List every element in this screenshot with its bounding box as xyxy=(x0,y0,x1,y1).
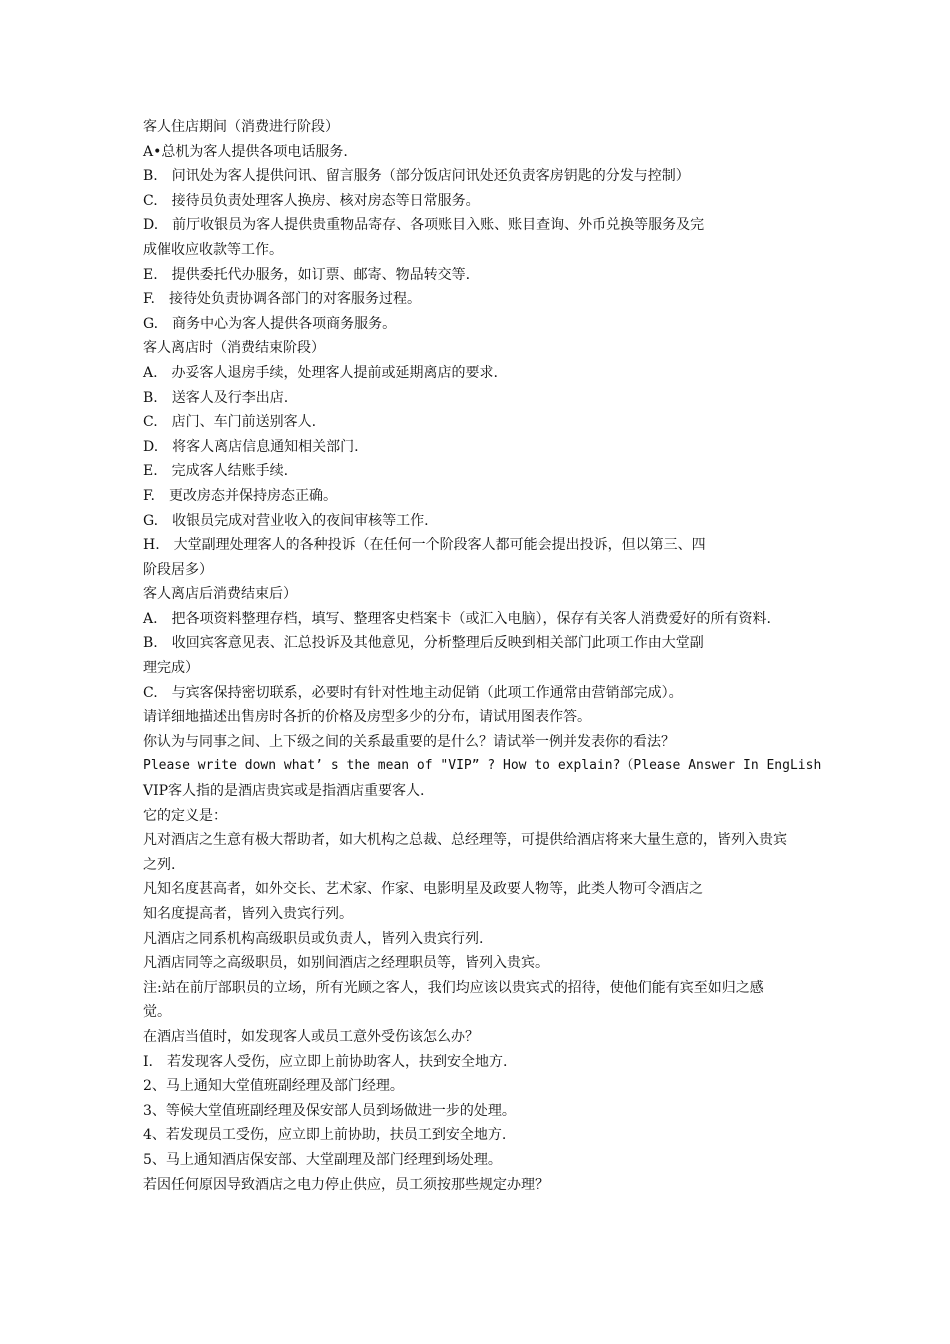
paragraph: VIP客人指的是酒店贵宾或是指酒店重要客人. xyxy=(143,783,425,800)
list-item: 2、马上通知大堂值班副经理及部门经理。 xyxy=(143,1078,404,1095)
list-item: 4、若发现员工受伤，应立即上前协助，扶员工到安全地方. xyxy=(143,1127,507,1144)
question-english: Please write down what’ s the mean of "VIP” ? How to explain?（Please Answer In EngLish xyxy=(143,758,822,774)
section-heading-after-checkout: 客人离店后消费结束后） xyxy=(143,586,297,603)
list-item: F. 更改房态并保持房态正确。 xyxy=(143,487,337,504)
list-item: C. 与宾客保持密切联系，必要时有针对性地主动促销（此项工作通常由营销部完成）。 xyxy=(143,684,683,701)
paragraph: 凡对酒店之生意有极大帮助者，如大机构之总裁、总经理等，可提供给酒店将来大量生意的，皆列入贵宾 xyxy=(143,832,787,849)
list-item: C. 接待员负责处理客人换房、核对房态等日常服务。 xyxy=(143,192,480,209)
list-item: E. 提供委托代办服务，如订票、邮寄、物品转交等. xyxy=(143,266,471,283)
paragraph: 它的定义是： xyxy=(143,807,227,824)
list-item: I. 若发现客人受伤，应立即上前协助客人，扶到安全地方. xyxy=(143,1053,508,1070)
note: 注:站在前厅部职员的立场，所有光顾之客人，我们均应该以贵宾式的招待，使他们能有宾至如归之感 xyxy=(143,979,764,996)
list-item: 5、马上通知酒店保安部、大堂副理及部门经理到场处理。 xyxy=(143,1151,502,1168)
paragraph: 凡酒店同等之高级职员，如别间酒店之经理职员等，皆列入贵宾。 xyxy=(143,955,549,972)
list-item: D. 前厅收银员为客人提供贵重物品寄存、各项账目入账、账目查询、外币兑换等服务及完 xyxy=(143,217,705,234)
question: 在酒店当值时，如发现客人或员工意外受伤该怎么办？ xyxy=(143,1028,479,1045)
paragraph: 凡酒店之同系机构高级职员或负责人，皆列入贵宾行列. xyxy=(143,930,484,947)
list-item-continuation: 理完成） xyxy=(143,660,199,677)
list-item: G. 商务中心为客人提供各项商务服务。 xyxy=(143,315,397,332)
paragraph: 凡知名度甚高者，如外交长、艺术家、作家、电影明星及政要人物等，此类人物可令酒店之 xyxy=(143,881,703,898)
list-item: C. 店门、车门前送别客人. xyxy=(143,414,317,431)
question: 若因任何原因导致酒店之电力停止供应，员工须按那些规定办理？ xyxy=(143,1176,549,1193)
list-item: A. 把各项资料整理存档，填写、整理客史档案卡（或汇入电脑），保存有关客人消费爱好的所有资料. xyxy=(143,610,772,627)
question: 你认为与同事之间、上下级之间的关系最重要的是什么？请试举一例并发表你的看法？ xyxy=(143,733,675,750)
paragraph-continuation: 知名度提高者，皆列入贵宾行列。 xyxy=(143,906,353,922)
list-item: A. 办妥客人退房手续，处理客人提前或延期离店的要求. xyxy=(143,364,499,381)
list-item: 3、等候大堂值班副经理及保安部人员到场做进一步的处理。 xyxy=(143,1102,516,1119)
list-item: B. 收回宾客意见表、汇总投诉及其他意见，分析整理后反映到相关部门此项工作由大堂副 xyxy=(143,635,704,652)
list-item: B. 送客人及行李出店. xyxy=(143,389,289,406)
list-item: A•总机为客人提供各项电话服务. xyxy=(143,143,348,160)
question: 请详细地描述出售房时各折的价格及房型多少的分布，请试用图表作答。 xyxy=(143,709,591,726)
list-item: F. 接待处负责协调各部门的对客服务过程。 xyxy=(143,291,421,308)
list-item: D. 将客人离店信息通知相关部门. xyxy=(143,438,359,455)
paragraph-continuation: 之列. xyxy=(143,856,176,873)
list-item-continuation: 阶段居多） xyxy=(143,561,213,578)
list-item: B. 问讯处为客人提供问讯、留言服务（部分饭店问讯处还负责客房钥匙的分发与控制） xyxy=(143,168,690,185)
list-item: E. 完成客人结账手续. xyxy=(143,463,289,480)
note-continuation: 觉。 xyxy=(143,1004,171,1021)
section-heading-checkout: 客人离店时（消费结束阶段） xyxy=(143,340,325,357)
section-heading-during-stay: 客人住店期间（消费进行阶段） xyxy=(143,119,339,135)
list-item-continuation: 成催收应收款等工作。 xyxy=(143,241,283,258)
list-item: H. 大堂副理处理客人的各种投诉（在任何一个阶段客人都可能会提出投诉，但以第三、四 xyxy=(143,537,706,554)
list-item: G. 收银员完成对营业收入的夜间审核等工作. xyxy=(143,512,429,529)
document-body xyxy=(143,115,883,1197)
